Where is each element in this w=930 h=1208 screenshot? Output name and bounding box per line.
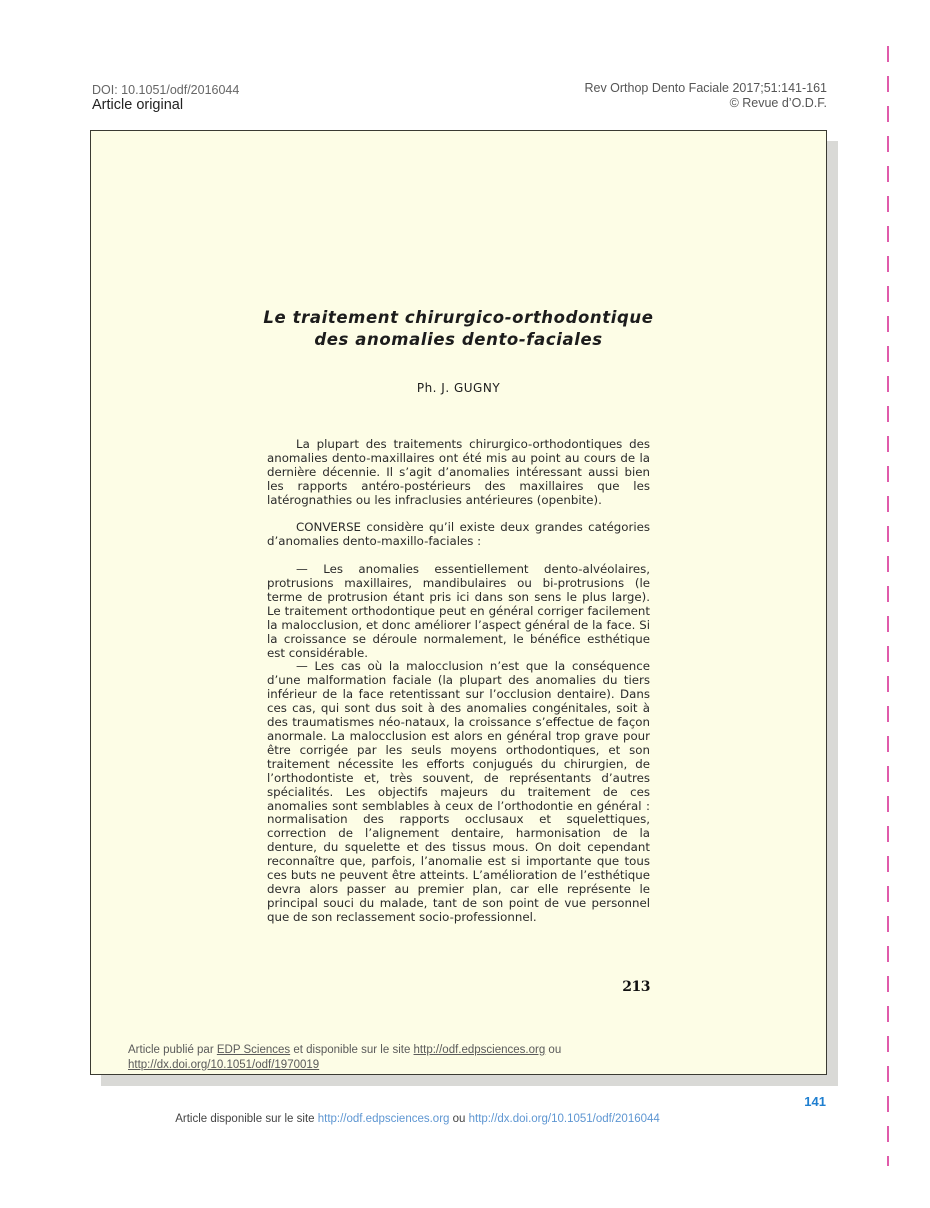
header-right [584,81,827,111]
footer-mid: ou [449,1113,469,1125]
footer-doi-link[interactable]: http://dx.doi.org/10.1051/odf/2016044 [468,1113,660,1125]
doi-text: DOI: 10.1051/odf/2016044 [92,83,240,97]
odf-site-link[interactable]: http://odf.edpsciences.org [413,1044,546,1056]
journal-citation: Rev Orthop Dento Faciale 2017;51:141-161 [584,81,827,95]
title-line-2: des anomalies dento-faciales [314,330,603,349]
pub-suffix: ou [545,1044,562,1056]
footer-site-link[interactable]: http://odf.edpsciences.org [317,1113,450,1125]
paragraph: — Les anomalies essentiellement dento-alvéolaires, protrusions maxillaires, mandibulaires ou bi-protrusions (le terme de protrusion étant pris ici dans son sens le plus large). Le traitement orthodontique peut en général corriger facilement la malocclusion, et donc améliorer l’aspect général de la face. Si la croissance se déroule normalement, le bénéfice esthétique est considérable. [267,562,650,660]
header-left [92,83,239,113]
crop-marks [887,46,889,1166]
scanned-page [90,130,827,1075]
copyright-text: © Revue d’O.D.F. [729,96,827,110]
doi-1970-link[interactable]: http://dx.doi.org/10.1051/odf/1970019 [128,1058,320,1071]
pub-mid: et disponible sur le site [290,1044,414,1056]
publication-note [128,1043,561,1072]
edp-sciences-link[interactable]: EDP Sciences [216,1044,291,1056]
article-type: Article original [92,97,184,113]
paragraph: — Les cas où la malocclusion n’est que la conséquence d’une malformation faciale (la plupart des anomalies du tiers inférieur de la face retentissant sur l’occlusion dentaire). Dans ces cas, qui sont dus soit à des anomalies congénitales, soit à des traumatismes néo-nataux, la croissance s’effectue de façon anormale. La malocclusion est alors en général trop grave pour être corrigée par les seuls moyens orthodontiques, et son traitement nécessite les efforts conjugués du chirurgien, de l’orthodontiste et, très souvent, de représentants d’autres spécialités. Les objectifs majeurs du traitement de ces anomalies sont semblables à ceux de l’orthodontie en général : normalisation des rapports occlusaux et squelettiques, correction de l’alignement dentaire, harmonisation de la denture, du squelette et des tissus mous. On doit cependant reconnaître que, parfois, l’anomalie est si importante que tous ces buts ne peuvent être atteints. L’amélioration de l’esthétique devra alors passer au premier plan, car elle représente le principal souci du malade, tant de son point de vue personnel que de son reclassement socio-professionnel. [267,659,650,924]
pub-prefix: Article publié par [128,1044,217,1056]
original-page-number: 213 [622,979,650,995]
paragraph: La plupart des traitements chirurgico-orthodontiques des anomalies dento-maxillaires ont été mis au point au cours de la dernière décennie. Il s’agit d’anomalies intéressant aussi bien les rapports antéro-postérieurs des maxillaires que les latérognathies ou les infraclusies antérieures (openbite). [267,437,650,507]
article-title [91,307,826,351]
author-name: Ph. J. GUGNY [416,381,501,395]
page-number: 141 [804,1094,826,1109]
body-text [267,438,650,925]
footer-prefix: Article disponible sur le site [175,1113,318,1125]
footer [0,1113,835,1125]
paragraph: CONVERSE considère qu’il existe deux grandes catégories d’anomalies dento-maxillo-faciales : [267,520,650,549]
title-line-1: Le traitement chirurgico-orthodontique [263,308,654,327]
